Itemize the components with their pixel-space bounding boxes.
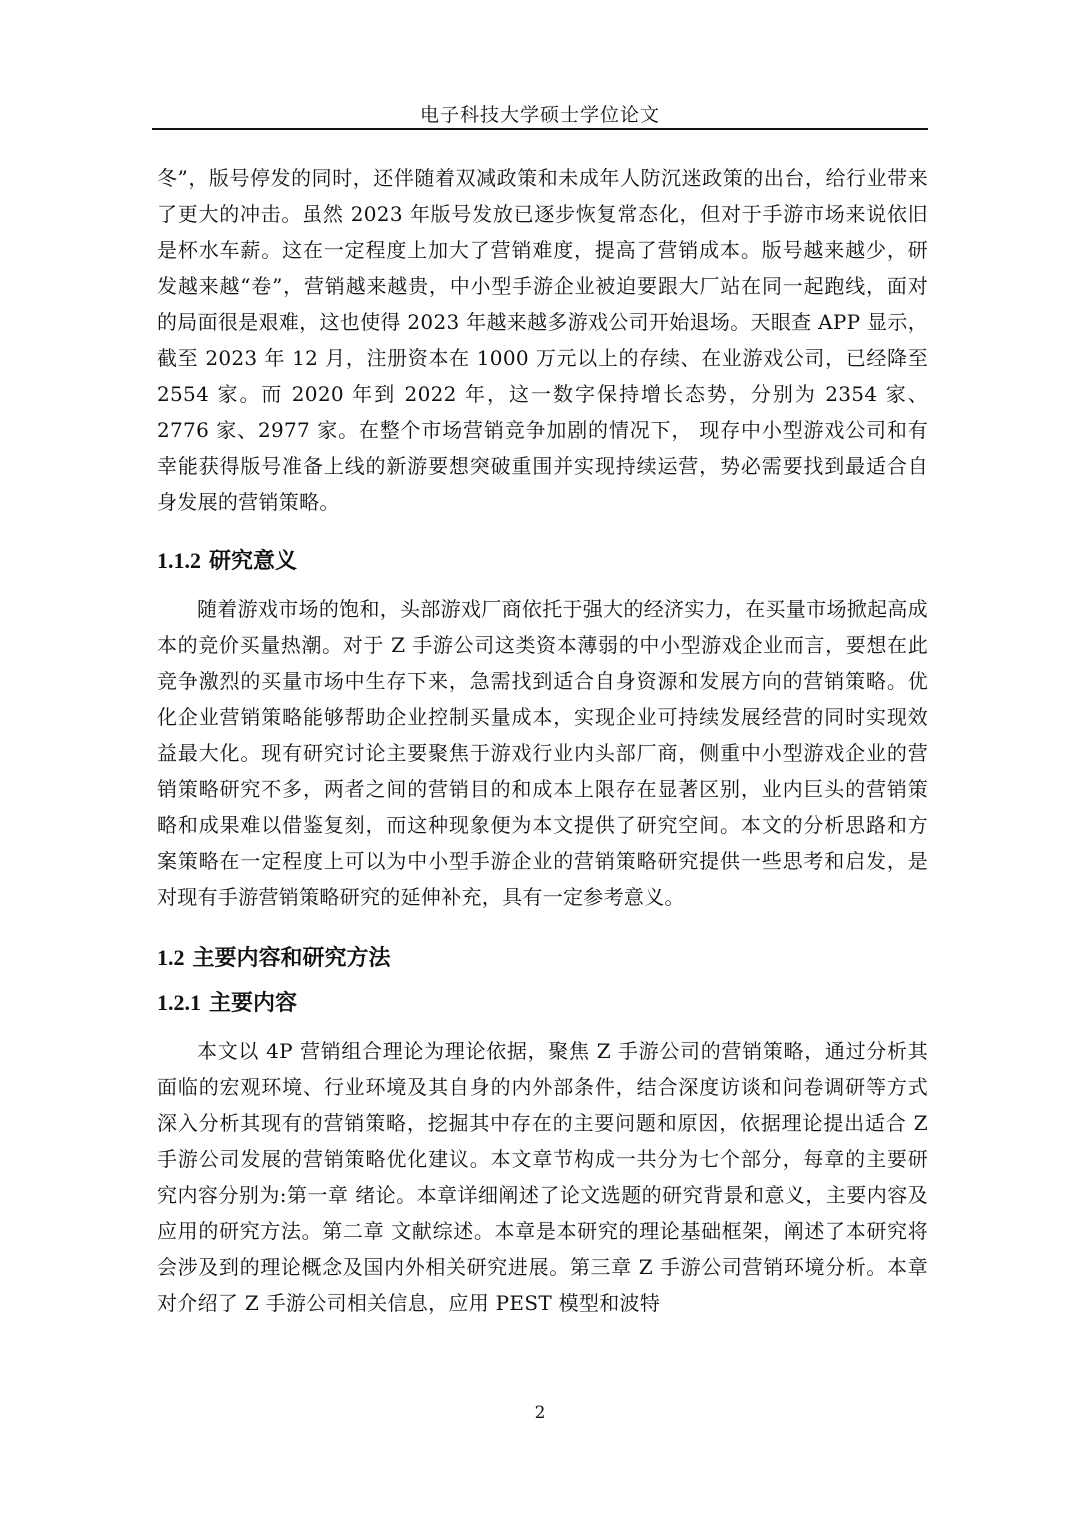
body-paragraph-significance: 随着游戏市场的饱和，头部游戏厂商依托于强大的经济实力，在买量市场掀起高成本的竞价买量热潮。对于 Z 手游公司这类资本薄弱的中小型游戏企业而言，要想在此竞争激烈的买量市场中生存下来，急需找到适合自身资源和发展方向的营销策略。优化企业营销策略能够帮助企业控制买量成本，实现企业可持续发展经营的同时实现效益最大化。现有研究讨论主要聚焦于游戏行业内头部厂商，侧重中小型游戏企业的营销策略研究不多，两者之间的营销目的和成本上限存在显著区别，业内巨头的营销策略和成果难以借鉴复刻，而这种现象便为本文提供了研究空间。本文的分析思路和方案策略在一定程度上可以为中小型手游企业的营销策略研究提供一些思考和启发，是对现有手游营销策略研究的延伸补充，具有一定参考意义。 [157,597,928,909]
section-number: 1.1.2 [157,548,201,573]
section-heading-1-2 [157,943,928,974]
section-title: 主要内容 [209,991,298,1016]
page-body [157,160,928,1321]
header-rule [152,128,928,130]
section-title: 研究意义 [209,549,298,574]
body-paragraph-main-content: 本文以 4P 营销组合理论为理论依据，聚焦 Z 手游公司的营销策略，通过分析其面临的宏观环境、行业环境及其自身的内外部条件，结合深度访谈和问卷调研等方式深入分析其现有的营销策略，挖掘其中存在的主要问题和原因，依据理论提出适合 Z 手游公司发展的营销策略优化建议。本文章节构成一共分为七个部分，每章的主要研究内容分别为:第一章 绪论。本章详细阐述了论文选题的研究背景和意义，主要内容及应用的研究方法。第二章 文献综述。本章是本研究的理论基础框架，阐述了本研究将会涉及到的理论概念及国内外相关研究进展。第三章 Z 手游公司营销环境分析。本章对介绍了 Z 手游公司相关信息，应用 PEST 模型和波特 [157,1039,928,1315]
running-header: 电子科技大学硕士学位论文 [419,104,660,126]
section-heading-1-1-2 [157,546,928,577]
body-paragraph-continued: 冬”，版号停发的同时，还伴随着双减政策和未成年人防沉迷政策的出台，给行业带来了更大的冲击。虽然 2023 年版号发放已逐步恢复常态化，但对于手游市场来说依旧是杯水车薪。这在一定程度上加大了营销难度，提高了营销成本。版号越来越少，研发越来越“卷”，营销越来越贵，中小型手游企业被迫要跟大厂站在同一起跑线，面对的局面很是艰难，这也使得 2023 年越来越多游戏公司开始退场。天眼查 APP 显示，截至 2023 年 12 月，注册资本在 1000 万元以上的存续、在业游戏公司，已经降至 2554 家。而 2020 年到 2022 年，这一数字保持增长态势，分别为 2354 家、2776 家、2977 家。在整个市场营销竞争加剧的情况下， 现存中小型游戏公司和有幸能获得版号准备上线的新游要想突破重围并实现持续运营，势必需要找到最适合自身发展的营销策略。 [157,166,928,514]
section-number: 1.2 [157,945,185,970]
section-number: 1.2.1 [157,990,201,1015]
section-heading-1-2-1 [157,988,928,1019]
page-number: 2 [534,1403,546,1423]
section-title: 主要内容和研究方法 [192,946,391,971]
